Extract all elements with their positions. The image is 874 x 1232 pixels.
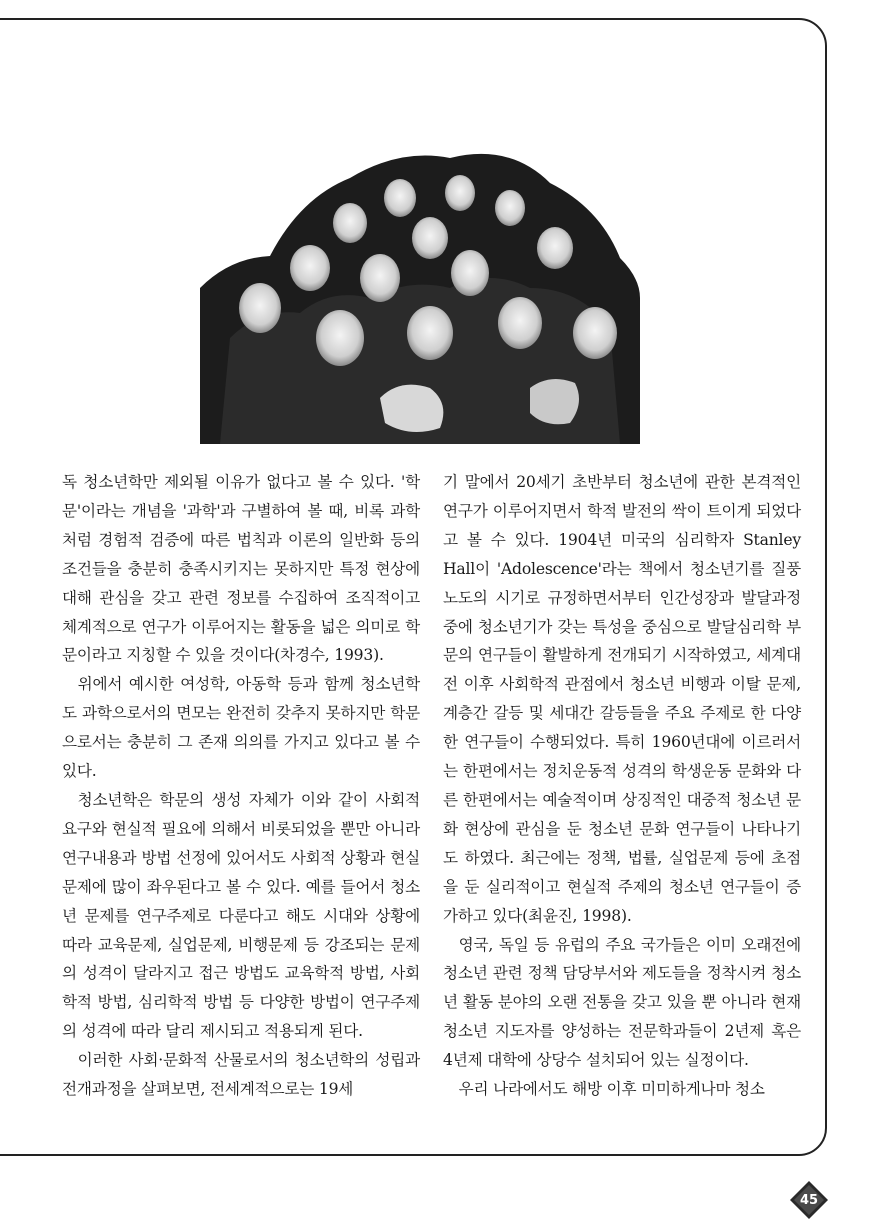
left-paragraph-1: 독 청소년학만 제외될 이유가 없다고 볼 수 있다. '학문'이라는 개념을 '과학'과 구별하여 볼 때, 비록 과학처럼 경험적 검증에 따른 법칙과 이론의 일반화 등의 조건들을 충분히 충족시키지는 못하지만 특정 현상에 대해 관심을 갖고 관련 정보를 수집하여 조직적이고 체계적으로 연구가 이루어지는 활동을 넓은 의미로 학문이라고 지칭할 수 있을 것이다(차경수, 1993). [62, 473, 420, 665]
left-text-column [62, 468, 420, 1104]
group-photo [200, 138, 640, 444]
right-paragraph-2: 영국, 독일 등 유럽의 주요 국가들은 이미 오래전에 청소년 관련 정책 담당부서와 제도들을 정착시켜 청소년 활동 분야의 오랜 전통을 갖고 있을 뿐 아니라 현재 청소년 지도자를 양성하는 전문학과들이 2년제 혹은 4년제 대학에 상당수 설치되어 있는 실정이다. [443, 935, 801, 1070]
left-paragraph-3: 청소년학은 학문의 생성 자체가 이와 같이 사회적 요구와 현실적 필요에 의해서 비롯되었을 뿐만 아니라 연구내용과 방법 선정에 있어서도 사회적 상황과 현실문제에 많이 좌우된다고 볼 수 있다. 예를 들어서 청소년 문제를 연구주제로 다룬다고 해도 시대와 상황에 따라 교육문제, 실업문제, 비행문제 등 강조되는 문제의 성격이 달라지고 접근 방법도 교육학적 방법, 사회학적 방법, 심리학적 방법 등 다양한 방법이 연구주제의 성격에 따라 달리 제시되고 적용되게 된다. [62, 790, 420, 1041]
left-paragraph-2: 위에서 예시한 여성학, 아동학 등과 함께 청소년학도 과학으로서의 면모는 완전히 갖추지 못하지만 학문으로서는 충분히 그 존재 의의를 가지고 있다고 볼 수 있다. [62, 675, 420, 781]
page-number: 45 [799, 1192, 819, 1208]
group-photo-image [200, 138, 640, 444]
right-paragraph-3: 우리 나라에서도 해방 이후 미미하게나마 청소 [458, 1080, 765, 1099]
right-text-column [443, 468, 801, 1104]
right-paragraph-1: 기 말에서 20세기 초반부터 청소년에 관한 본격적인 연구가 이루어지면서 학적 발전의 싹이 트이게 되었다고 볼 수 있다. 1904년 미국의 심리학자 Stanley Hall이 'Adolescence'라는 책에서 청소년기를 질풍노도의 시기로 규정하면서부터 인간성장과 발달과정 중에 청소년기가 갖는 특성을 중심으로 발달심리학 부문의 연구들이 활발하게 전개되기 시작하였고, 세계대전 이후 사회학적 관점에서 청소년 비행과 이탈 문제, 계층간 갈등 및 세대간 갈등들을 주요 주제로 한 다양한 연구들이 수행되었다. 특히 1960년대에 이르러서는 한편에서는 정치운동적 성격의 학생운동 문화와 다른 한편에서는 예술적이며 상징적인 대중적 청소년 문화 현상에 관심을 둔 청소년 문화 연구들이 나타나기도 하였다. 최근에는 정책, 법률, 실업문제 등에 초점을 둔 실리적이고 현실적 주제의 청소년 연구들이 증가하고 있다(최윤진, 1998). [443, 473, 801, 925]
left-paragraph-4: 이러한 사회·문화적 산물로서의 청소년학의 성립과 전개과정을 살펴보면, 전세계적으로는 19세 [62, 1051, 420, 1099]
